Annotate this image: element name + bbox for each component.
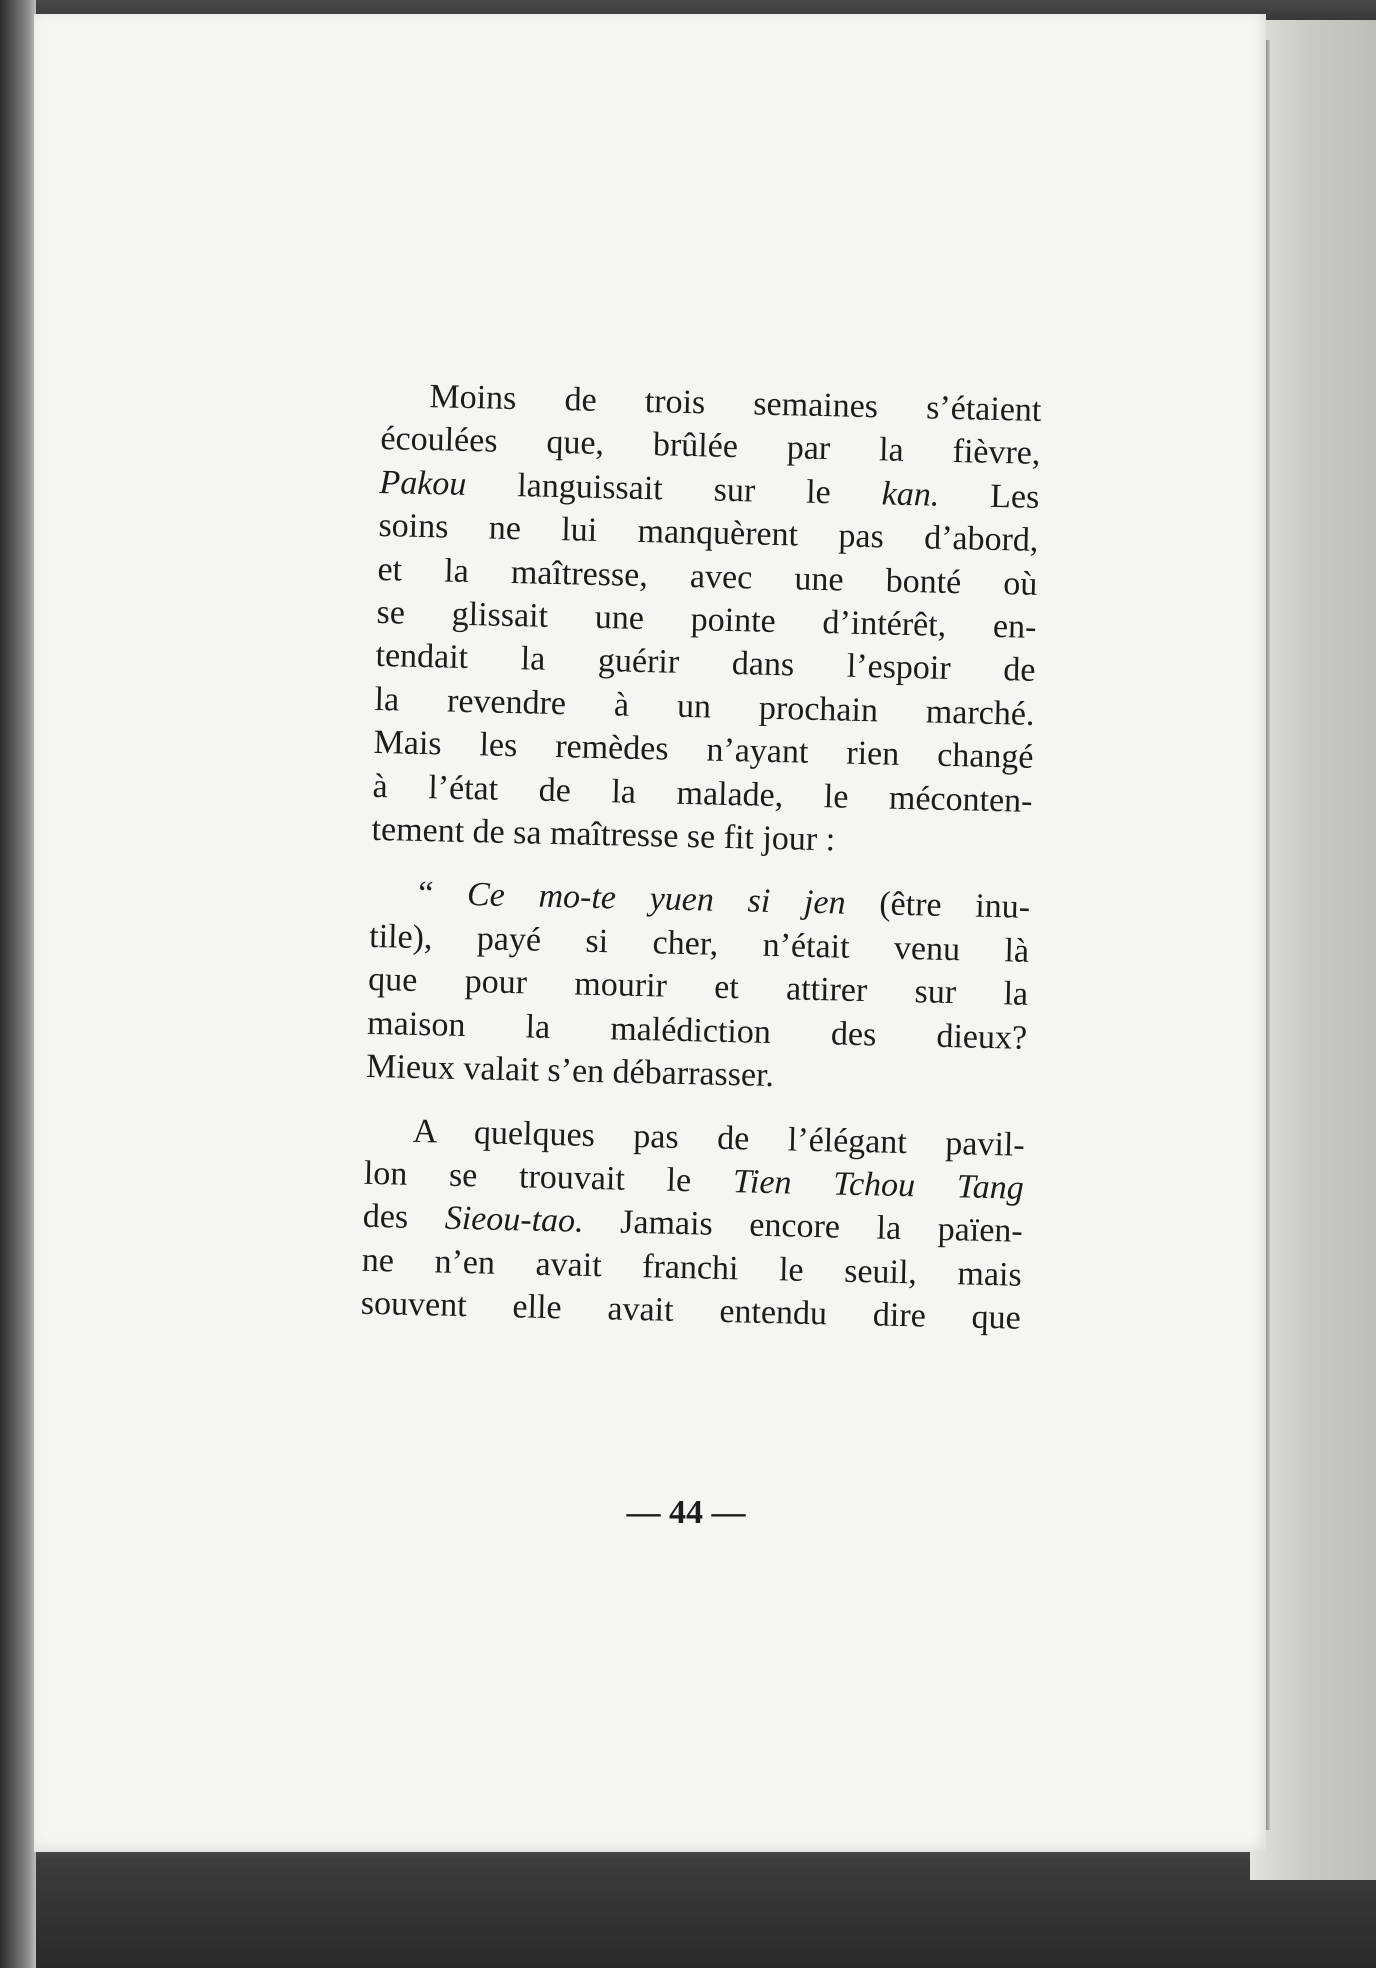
left-page-edge <box>0 0 36 1968</box>
paragraph <box>360 1108 1025 1340</box>
text-run: (être inu- <box>845 885 1031 927</box>
text-run: la revendre à un prochain marché. <box>374 680 1035 733</box>
book-page <box>34 14 1266 1852</box>
text-run: Les <box>938 476 1040 516</box>
text-run: lon se trouvait le <box>363 1154 734 1201</box>
text-run: se glissait une pointe d’intérêt, en- <box>376 593 1037 646</box>
italic-text: kan. <box>881 475 940 514</box>
italic-text: Pakou <box>379 463 467 503</box>
text-run: “ <box>417 875 468 914</box>
text-run: languissait sur le <box>465 465 883 513</box>
text-run: soins ne lui manquèrent pas d’abord, <box>378 507 1039 560</box>
paragraph <box>366 871 1031 1103</box>
text-run: A quelques pas de l’élégant pavil- <box>412 1112 1026 1164</box>
italic-text: Tien Tchou Tang <box>732 1163 1025 1207</box>
text-run: ne n’en avait franchi le seuil, mais <box>361 1241 1023 1294</box>
italic-text: Ce mo-te yuen si jen <box>466 876 846 923</box>
text-run: tement de sa maîtresse se fit jour : <box>371 810 836 859</box>
text-run: Jamais encore la païen- <box>583 1203 1024 1251</box>
text-run: tile), payé si cher, n’était venu là <box>368 917 1030 970</box>
text-run: et la maîtresse, avec une bonté où <box>377 550 1038 603</box>
text-run: écoulées que, brûlée par la fièvre, <box>380 420 1041 473</box>
text-run: maison la malédiction des dieux? <box>366 1004 1028 1057</box>
text-run: Mais les remèdes n’ayant rien changé <box>373 724 1034 777</box>
page-number: — 44 — <box>626 1494 746 1531</box>
body-text <box>360 374 1041 1340</box>
text-run: que pour mourir et attirer sur la <box>367 961 1029 1014</box>
text-run: Moins de trois semaines s’étaient <box>429 378 1042 429</box>
text-run: des <box>362 1198 446 1237</box>
paragraph <box>371 374 1042 866</box>
text-run: Mieux valait s’en débarrasser. <box>365 1047 775 1095</box>
text-run: à l’état de la malade, le méconten- <box>372 767 1033 820</box>
text-run: souvent elle avait entendu dire que <box>360 1284 1022 1337</box>
text-run: tendait la guérir dans l’espoir de <box>375 637 1036 690</box>
italic-text: Sieou-tao. <box>444 1199 585 1241</box>
